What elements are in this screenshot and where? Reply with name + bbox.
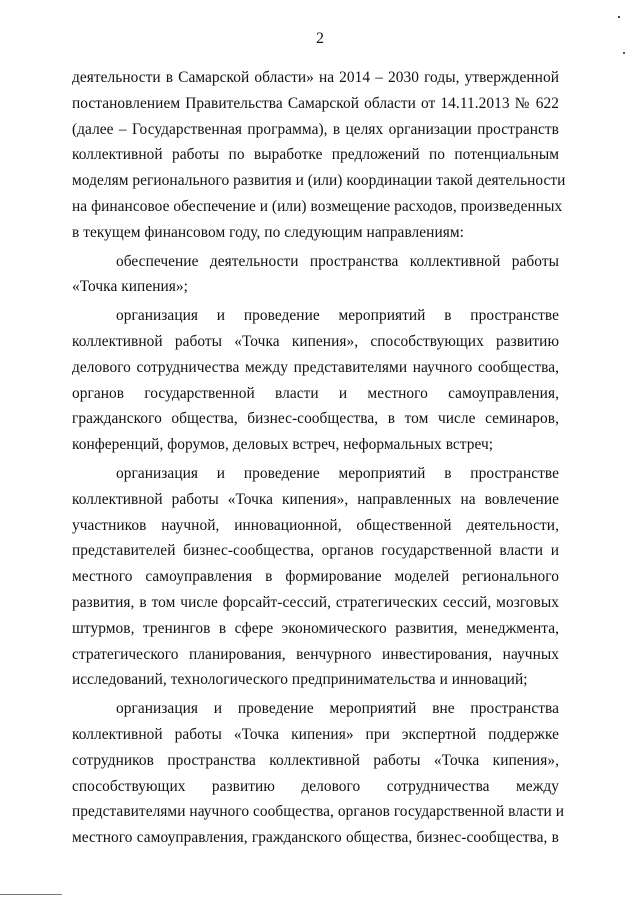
paragraph [72,696,565,851]
text-line: деятельности в Самарской области» на 2014 – 2030 годы, утвержденной [72,69,559,86]
text-line: моделям регионального развития и (или) координации такой деятельности [72,172,566,190]
text-line: «Точка кипения»; [72,278,189,296]
text-line: представителями научного сообщества, органов государственной власти и [72,803,565,821]
text-line: обеспечение деятельности пространства коллективной работы [116,252,559,270]
text-line: штурмов, тренингов в сфере экономического развития, менеджмента, [72,619,559,637]
text-line: коллективной работы «Точка кипения», направленных на вовлечение [72,490,559,508]
text-line: исследований, технологического предпринимательства и инноваций; [72,671,528,689]
text-line: гражданского общества, бизнес-сообщества, в том числе семинаров, [72,410,559,428]
text-line: участников научной, инновационной, общественной деятельности, [72,516,559,534]
paragraph [72,249,559,301]
scan-mark [623,52,625,54]
text-line: местного самоуправления, гражданского общества, бизнес-сообщества, в [72,829,559,847]
text-line: (далее – Государственная программа), в целях организации пространств [72,120,559,138]
text-line: представителей бизнес-сообщества, органов государственной власти и [72,542,559,560]
text-line: конференций, форумов, деловых встреч, неформальных встреч; [72,436,494,454]
text-line: коллективной работы «Точка кипения», способствующих развитию [72,332,559,350]
text-line: делового сотрудничества между представителями научного сообщества, [72,358,559,376]
text-line: органов государственной власти и местного самоуправления, [72,384,559,402]
page-number: 2 [316,30,324,47]
paragraph [72,303,559,458]
text-line: на финансовое обеспечение и (или) возмещение расходов, произведенных [72,197,563,215]
text-line: коллективной работы по выработке предложений по потенциальным [72,146,559,164]
paragraph [72,65,566,246]
text-line: коллективной работы «Точка кипения» при экспертной поддержке [72,725,559,743]
text-line: местного самоуправления в формирование моделей регионального [72,568,559,586]
text-line: развития, в том числе форсайт-сессий, стратегических сессий, мозговых [72,593,559,611]
text-line: постановлением Правительства Самарской области от 14.11.2013 № 622 [72,94,559,112]
text-line: сотрудников пространства коллективной работы «Точка кипения», [72,751,559,769]
text-line: в текущем финансовом году, по следующим направлениям: [72,223,464,241]
text-line: организация и проведение мероприятий вне пространства [116,700,559,718]
text-line: организация и проведение мероприятий в пространстве [116,464,559,482]
paragraph [72,461,559,693]
scan-mark [618,16,620,18]
text-line: способствующих развитию делового сотрудничества между [72,777,559,795]
document-body [72,65,566,851]
footer-rule [0,894,62,895]
text-line: стратегического планирования, венчурного инвестирования, научных [72,645,559,663]
text-line: организация и проведение мероприятий в пространстве [116,307,559,325]
